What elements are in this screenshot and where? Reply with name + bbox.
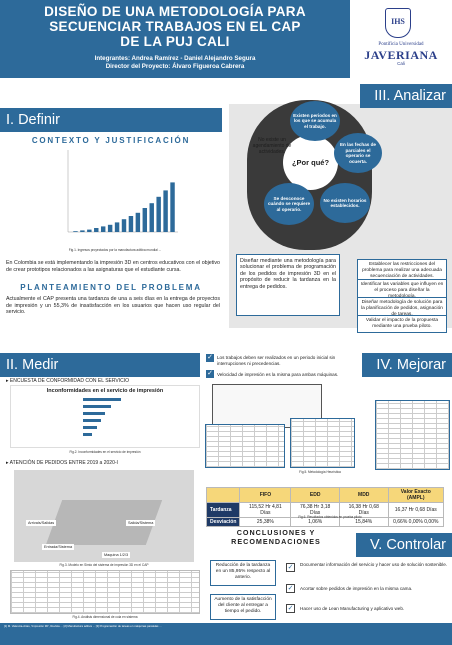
university-crest-icon: IHS (385, 8, 411, 38)
cause-bubble-4: Se desconoce cuándo se requiere al operario. (264, 183, 314, 225)
tardanza-edd: 76,38 Hr 3,18 Días (291, 503, 340, 518)
specific-objective-2: Identificar las variables que influyen en el proceso para diseñar la (357, 279, 447, 303)
conclusion-1: Reducción de la tardanza en un 85,95% respecto al anterio. (210, 560, 276, 586)
heuristic-table-3 (375, 400, 450, 470)
logo-line1: Pontificia Universidad (378, 42, 424, 47)
check-icon: ✓ (207, 370, 213, 377)
checkbox-icon: ✓ (287, 605, 294, 612)
revenue-bar (73, 231, 77, 232)
specific-objective-4: Validar el impacto de la propuesta mediante una prueba piloto. (357, 315, 447, 333)
revenue-bar (101, 226, 105, 232)
results-header-edd: EDD (291, 488, 340, 503)
revenue-bar (170, 182, 174, 232)
revenue-bar (94, 228, 98, 232)
revenue-bar (129, 216, 133, 232)
heuristic-table-1 (205, 424, 285, 468)
specific-objective-1: Establecer las restricciones del problema para realizar una adecuada secuenciación de actividades. (357, 259, 447, 283)
bullet-atencion: ▸ ATENCIÓN DE PEDIDOS ENTRE 2019 a 2020-I (6, 460, 118, 466)
fig5-caption: Fig.5. Metodología Heurística (299, 470, 341, 474)
poster-title: DISEÑO DE UNA METODOLOGÍA PARA SECUENCIAR TRABAJOS EN EL CAP DE LA PUJ CALI (44, 4, 306, 49)
objective-box: Diseñar mediante una metodología para solucionar el problema de programación de los pedidos de impresión 3D en el propósito de reducir la tardanza en la entrega de pedidos. (236, 254, 340, 316)
revenue-bar (136, 213, 140, 232)
checkbox-icon: ✓ (287, 585, 294, 592)
checkbox-icon: ✓ (287, 564, 294, 571)
row-desviacion-label: Desviación (207, 518, 240, 527)
cause-bubble-3: No existen horarios establecidos. (320, 183, 370, 223)
conclusions-heading: CONCLUSIONES Y RECOMENDACIONES (231, 528, 321, 546)
desviacion-ampl: 0,66% 0,00% 0,00% (388, 518, 443, 527)
cause-bubble-1: Existen periodos en los que se acumula el trabajo. (290, 101, 340, 141)
revenue-bar (115, 222, 119, 232)
section-mejorar: IV. Mejorar (362, 353, 452, 377)
revenue-bar (163, 190, 167, 232)
specific-objective-3: Diseñar metodología de solución para la planificación de pedidos, asignación (357, 297, 447, 321)
recommendation-2: Acortar sobre pedidos de impresión en la misma cama. (300, 586, 413, 591)
results-header-mdd: MDD (339, 488, 388, 503)
subhead-problema: PLANTEAMIENTO DEL PROBLEMA (20, 283, 202, 292)
results-header-fifo: FIFO (240, 488, 291, 503)
section-analizar: III. Analizar (360, 84, 452, 108)
queue-analysis-table (10, 570, 200, 614)
check-icon: ✓ (207, 354, 213, 361)
revenue-bar (87, 230, 91, 232)
simio-model-image: Arrivals/Salidas Salida/Sistema Entrada/Sistema Maquina 1/2/3 (14, 470, 194, 562)
cause-bubble-2: En las fechas de parciales el operario se ocuerta. (334, 133, 382, 173)
results-header-ampl: Valor Exacto (AMPL) (388, 488, 443, 503)
conclusion-2: Aumento de la satisfacción del cliente al entregar a tiempo el pedido. (210, 594, 276, 620)
subhead-contexto: CONTEXTO Y JUSTIFICACIÓN (31, 136, 191, 145)
inconformidades-chart (10, 385, 200, 448)
revenue-bar (143, 208, 147, 232)
references-footer: [1] M. Valencia-Arias, 'Impresión 3D', Revista ... [2] Manufactura aditiva ... [3] Programación de tareas en máquinas paralelas ... (0, 623, 452, 645)
recommendation-1: Documentar información del servicio y hacer uso de solución sostenible. (300, 562, 448, 567)
revenue-bar (156, 197, 160, 232)
revenue-bar (108, 225, 112, 232)
section-medir: II. Medir (0, 353, 200, 377)
fig6-caption: Fig.6. Resultados obtenidos en prueba piloto (298, 515, 362, 519)
section-definir: I. Definir (0, 108, 222, 132)
revenue-bar-chart (50, 146, 180, 246)
revenue-bar (80, 230, 84, 232)
tardanza-mdd: 16,38 Hr 0,68 Días (339, 503, 388, 518)
chart2-title: Inconformidades en el servicio de impresión (46, 388, 164, 394)
logo-line3: Cali (397, 61, 405, 66)
revenue-bar (150, 203, 154, 232)
why-hub: ¿Por qué? (283, 135, 338, 190)
assumption-2: Velocidad de impresión es la misma para ambas máquinas. (217, 372, 339, 377)
paragraph-problem: Actualmente el CAP presenta una tardanza de una a seis días en la entrega de proyectos de impresión y un 55,3% de insatisfacción en los usuarios que hacen uso regular del servicio. (6, 296, 220, 316)
results-table (206, 487, 444, 527)
desviacion-fifo: 25,38% (240, 518, 291, 527)
assumption-1: Los trabajos deben ser realizados en un periodo inicial sin interrupciones ni precedencias. (217, 355, 336, 366)
tardanza-ampl: 16,37 Hr 0,68 Días (388, 503, 443, 518)
fig2-caption: Fig.2. Inconformidades en el servicio de impresión (69, 450, 141, 454)
recommendation-3: Hacer uso de Lean Manufacturing y aplicativo web. (300, 606, 405, 611)
desviacion-edd: 1,06% (291, 518, 340, 527)
paragraph-context: En Colombia se está implementando la impresión 3D en centros educativos con el objetivo de crear prototipos relacionados a las asignaturas que el estudiante cursa. (6, 260, 220, 273)
section-controlar: V. Controlar (356, 533, 452, 557)
row-tardanza-label: Tardanza (207, 503, 240, 518)
tardanza-fifo: 115,52 Hr 4,81 Días (240, 503, 291, 518)
authors-block: Integrantes: Andrea Ramírez - Daniel Alejandro Segura Director del Proyecto: Álvaro Figueroa Cabrera (94, 55, 256, 70)
heuristic-table-2 (290, 418, 355, 468)
fig4-caption: Fig.4. Análisis dimensional de cola en sistema (72, 615, 138, 619)
fig3-caption: Fig.3. Modelo en Simio del sistema de impresión 3D en el CAP (59, 563, 149, 567)
logo-line2: JAVERIANA (364, 48, 438, 62)
revenue-bar (122, 219, 126, 232)
cause-text-5: No existe un agendamiento de actividades. (252, 137, 292, 155)
desviacion-mdd: 15,84% (339, 518, 388, 527)
fig1-caption: Fig.1. Ingresos proyectados por la manufactura aditiva mundial ... (68, 248, 162, 252)
results-header-blank (207, 488, 240, 503)
bullet-encuesta: ▸ ENCUESTA DE CONFORMIDAD CON EL SERVICIO (6, 378, 129, 384)
